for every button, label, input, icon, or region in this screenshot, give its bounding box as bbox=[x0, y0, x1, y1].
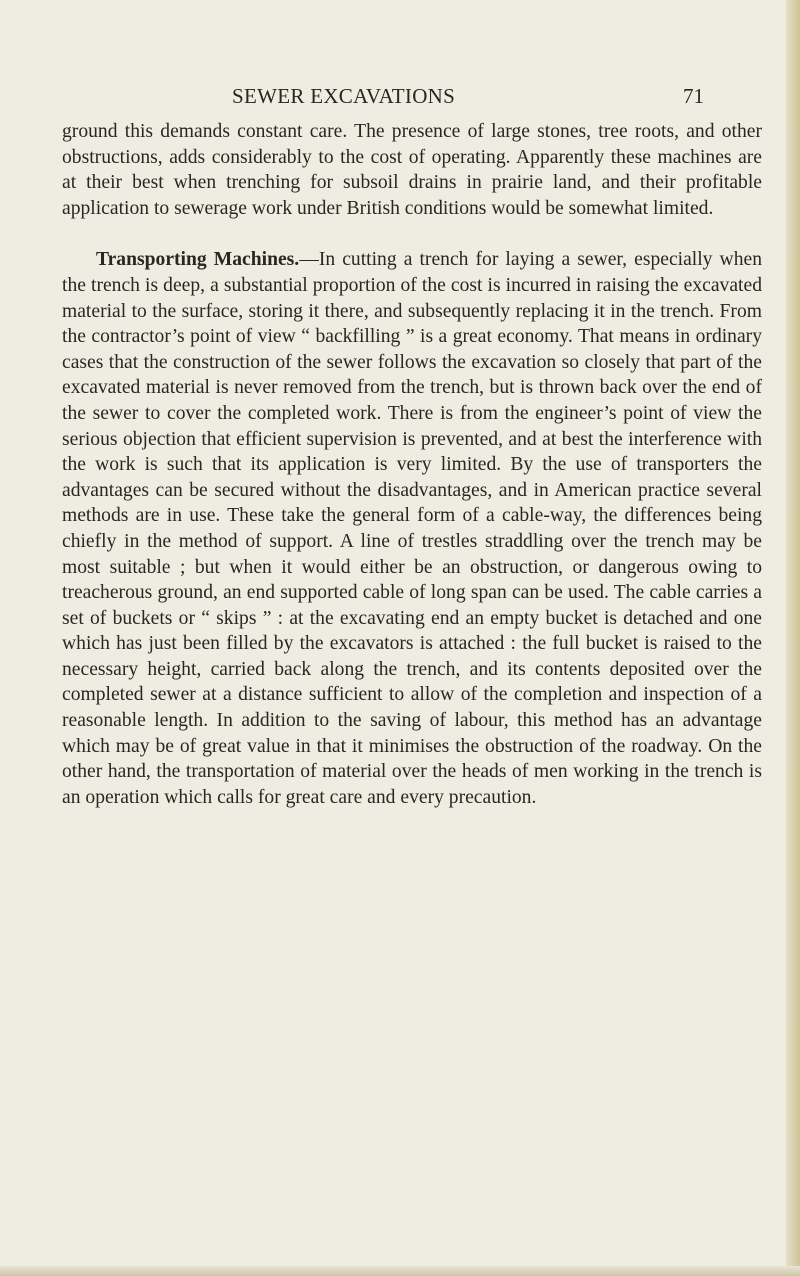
paragraph bbox=[62, 247, 762, 810]
page-edge bbox=[786, 0, 800, 1276]
page-bottom-edge bbox=[0, 1266, 800, 1276]
body-text bbox=[62, 119, 762, 810]
page-header bbox=[62, 84, 762, 114]
running-head: SEWER EXCAVATIONS bbox=[232, 84, 456, 108]
paragraph-text: ground this demands constant care. The presence of large stones, tree roots, and other obstructions, adds considerably to the cost of operating. Apparently these machines are at their best when trenching for subsoil drains in prairie land, and their profitable application to sewerage work under British conditions would be somewhat limited. bbox=[62, 121, 762, 219]
section-heading: Transporting Machines. bbox=[96, 249, 300, 271]
paragraph-text: —In cutting a trench for laying a sewer, especially when the trench is deep, a substantial proportion of the cost is incurred in raising the excavated material to the surface, storing it there, and subsequently replacing it in the trench. From the contractor’s point of view “ backfilling ” is a great economy. That means in ordinary cases that the construction of the sewer follows the excavation so closely that part of the excavated material is never removed from the trench, but is thrown back over the end of the sewer to cover the completed work. There is from the engineer’s point of view the serious objection that efficient supervision is prevented, and at best the interference with the work is such that its application is very limited. By the use of transporters the advantages can be secured without the disadvantages, and in American practice several methods are in use. These take the general form of a cable-way, the differences being chiefly in the method of support. A line of trestles straddling over the trench may be most suitable ; but when it would either be an obstruction, or dangerous owing to treacherous ground, an end supported cable of long span can be used. The cable carries a set of buckets or “ skips ” : at the excavating end an empty bucket is detached and one which has just been filled by the excavators is attached : the full bucket is raised to the necessary height, carried back along the trench, and its contents deposited over the completed sewer at a distance sufficient to allow of the completion and inspection of a reasonable length. In addition to the saving of labour, this method has an advantage which may be of great value in that it minimises the obstruction of the roadway. On the other hand, the transportation of material over the heads of men working in the trench is an operation which calls for great care and every precaution. bbox=[62, 249, 762, 808]
page-number: 71 bbox=[683, 84, 704, 108]
paragraph bbox=[62, 119, 762, 221]
